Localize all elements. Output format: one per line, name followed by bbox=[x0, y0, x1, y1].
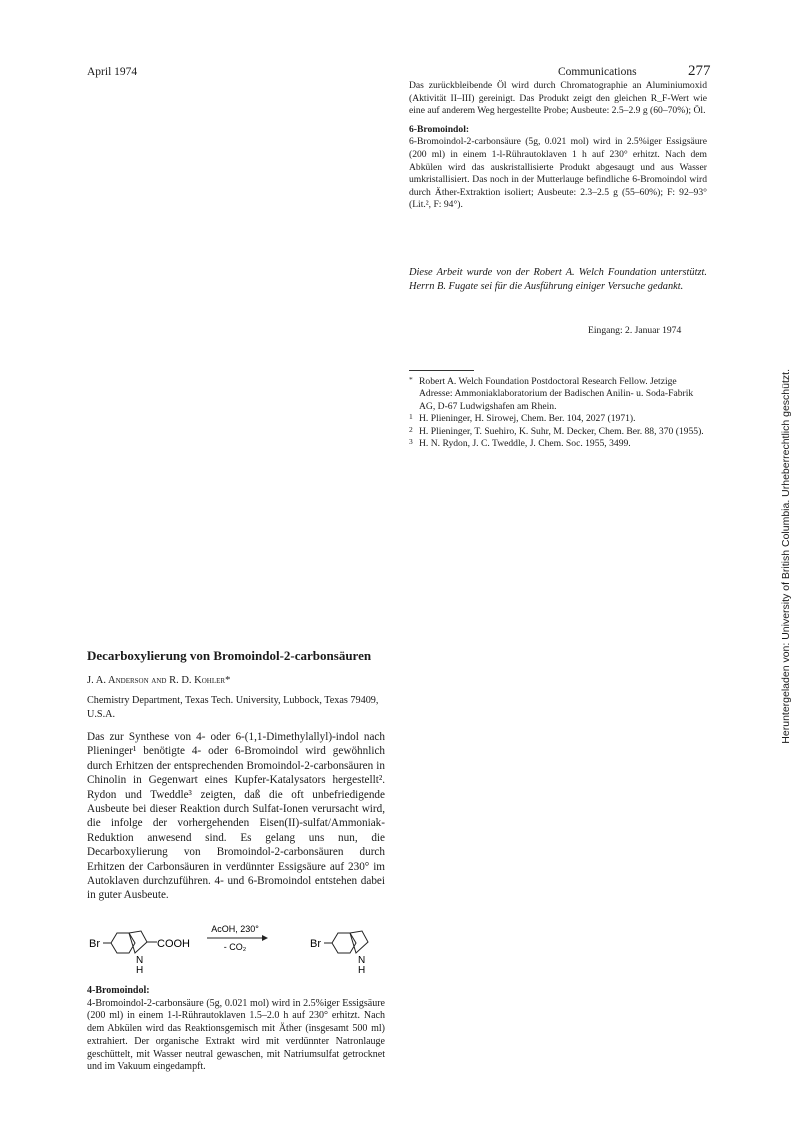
product-benzene-ring bbox=[332, 933, 356, 953]
reactant-carboxyl-label: COOH bbox=[157, 938, 190, 950]
footnote-item bbox=[409, 376, 707, 413]
reaction-arrowhead bbox=[262, 935, 268, 941]
article-affiliation: Chemistry Department, Texas Tech. University, Lubbock, Texas 79409, U.S.A. bbox=[87, 695, 379, 720]
header-date: April 1974 bbox=[87, 66, 138, 78]
footnote-rule bbox=[409, 370, 474, 371]
footnote-mark: 3 bbox=[409, 437, 413, 447]
footnote-mark: * bbox=[409, 375, 413, 384]
article-body: Das zur Synthese von 4- oder 6-(1,1-Dimethylallyl)-indol nach Plieninger¹ benötigte 4- oder 6-Bromoindol wird gewöhnlich durch Erhitzen der entsprechenden Bromoindol-2-carbonsäuren in Chinolin in Gegenwart eines Kupfer-Katalysators hergestellt². Rydon und Tweddle³ zeigten, daß die oft unbefriedigende Ausbeute bei dieser Reaktion durch Sulfat-Ionen verursacht wird, die infolge der vorhergehenden Eisen(II)-sulfat/Ammoniak-Reduktion anwesend sind. Es gelang uns nun, die Decarboxylierung von Bromoindol-2-carbonsäuren durch Erhitzen der Carbonsäuren in verdünnter Essigsäure auf 230° im Autoklaven durchzuführen. 4- und 6-Bromoindol entstehen dabei in guter Ausbeute. bbox=[87, 731, 385, 902]
section-6-text: 6-Bromoindol-2-carbonsäure (5g, 0.021 mol) wird in 2.5%iger Essigsäure (200 ml) in einem 1-l-Rührautoklaven 1 h auf 230° erhitzt. Nach dem Abkülen wird das auskristallisierte Produkt abgesaugt und aus Wasser umkristallisiert. Das noch in der Mutterlauge befindliche 6-Bromoindol wird durch Äther-Extraktion isoliert; Ausbeute: 2.3–2.5 g (55–60%); F: 92–93° (Lit.², F: 94°). bbox=[409, 136, 707, 211]
reactant-h-label: H bbox=[136, 965, 144, 976]
reactant-bromo-label: Br bbox=[89, 938, 100, 950]
condition-top-label: AcOH, 230° bbox=[211, 924, 259, 934]
product-pyrrole-ring bbox=[350, 931, 368, 953]
article-title: Decarboxylierung von Bromoindol-2-carbonsäuren bbox=[87, 648, 372, 663]
reactant-n-label: N bbox=[136, 955, 144, 966]
product-bromo-label: Br bbox=[310, 938, 321, 950]
product-n-label: N bbox=[358, 955, 366, 966]
header-section: Communications bbox=[558, 66, 637, 78]
reactant-benzene-ring bbox=[111, 933, 135, 953]
footnote-text: H. N. Rydon, J. C. Tweddle, J. Chem. Soc. 1955, 3499. bbox=[419, 438, 631, 450]
footnote-mark: 1 bbox=[409, 412, 413, 422]
condition-bottom-label: - CO₂ bbox=[223, 942, 247, 952]
article-authors: J. A. Anderson and R. D. Kohler* bbox=[87, 675, 231, 686]
page-number: 277 bbox=[688, 63, 711, 79]
footnote-item bbox=[409, 426, 707, 438]
download-note: Heruntergeladen von: University of British Columbia. Urheberrechtlich geschützt. bbox=[780, 369, 792, 744]
reactant-pyrrole-ring bbox=[129, 931, 147, 953]
footnote-item bbox=[409, 438, 707, 450]
acknowledgement: Diese Arbeit wurde von der Robert A. Welch Foundation unterstützt. Herrn B. Fugate sei für die Ausführung einiger Versuche gedankt. bbox=[409, 267, 707, 292]
received-date: Eingang: 2. Januar 1974 bbox=[588, 325, 682, 336]
reaction-scheme bbox=[87, 920, 387, 980]
section-4 bbox=[87, 985, 385, 1074]
footnote-item bbox=[409, 413, 707, 425]
footnote-text: Robert A. Welch Foundation Postdoctoral Research Fellow. Jetzige Adresse: Ammoniaklaboratorium der Badischen Anilin- u. Soda-Fabrik AG, D-67 Ludwigshafen am Rhein. bbox=[419, 376, 694, 412]
continuation-paragraph: Das zurückbleibende Öl wird durch Chromatographie an Aluminiumoxid (Aktivität II–III) gereinigt. Das Produkt zeigt den gleichen R_F-Wert wie eine auf anderem Weg hergestellte Probe; Ausbeute: 2.5–2.9 g (60–70%); Öl. bbox=[409, 80, 707, 117]
product-h-label: H bbox=[358, 965, 366, 976]
footnotes bbox=[409, 376, 707, 450]
section-6-title: 6-Bromoindol: bbox=[409, 123, 470, 135]
right-column bbox=[409, 80, 707, 212]
footnote-text: H. Plieninger, H. Sirowej, Chem. Ber. 104, 2027 (1971). bbox=[419, 413, 636, 425]
section-4-title: 4-Bromoindol: bbox=[87, 985, 150, 996]
footnote-text: H. Plieninger, T. Suehiro, K. Suhr, M. Decker, Chem. Ber. 88, 370 (1955). bbox=[419, 425, 704, 437]
footnote-mark: 2 bbox=[409, 424, 413, 434]
section-4-text: 4-Bromoindol-2-carbonsäure (5g, 0.021 mol) wird in 2.5%iger Essigsäure (200 ml) in einem 1-l-Rührautoklaven 1.5–2.0 h auf 230° erhitzt. Nach dem Abkülen wird das Reaktionsgemisch mit Äther (insgesamt 500 ml) extrahiert. Der organische Extrakt wird mit verdünnter Natronlauge geschüttelt, mit Wasser neutral gewaschen, mit Natriumsulfat getrocknet und im Vakuum eingedampft. bbox=[87, 997, 385, 1073]
